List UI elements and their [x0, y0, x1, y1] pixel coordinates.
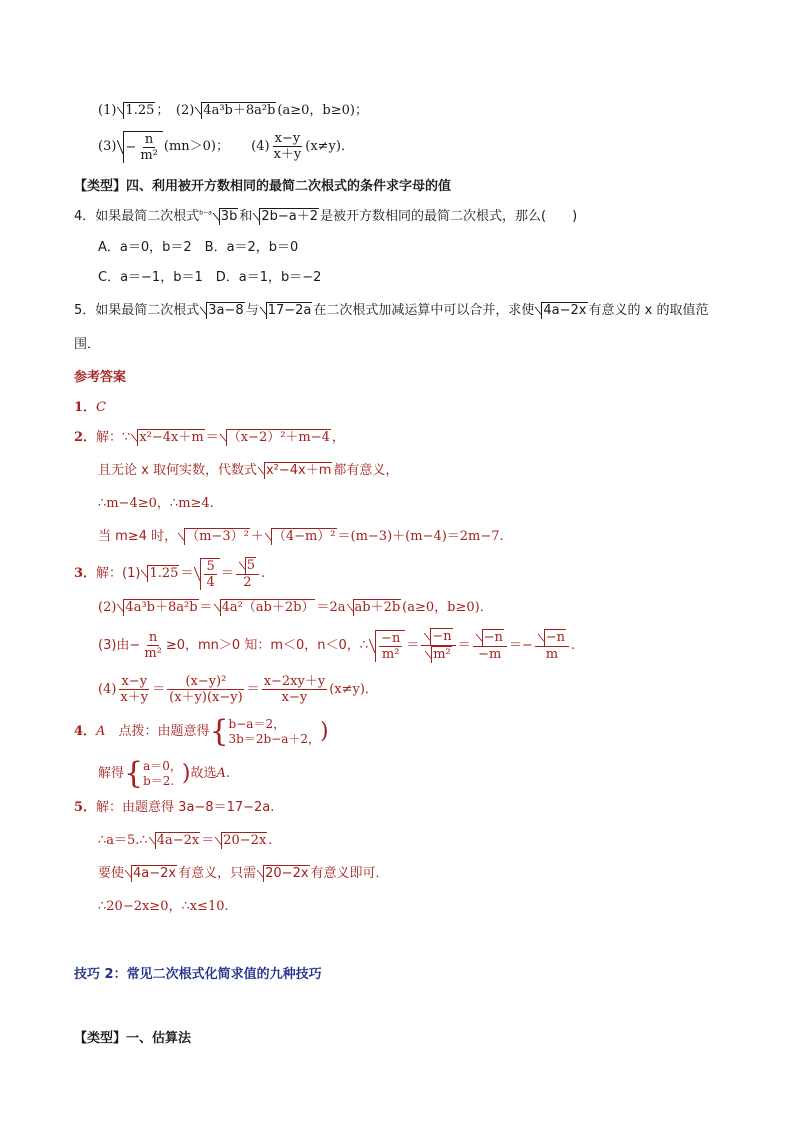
- p3-row2: [98, 130, 354, 164]
- condition: (x≠y)．: [305, 139, 354, 154]
- answer-3-line4: (4) $\frac{x-y}{x+y}$ ＝ $\frac{\text{(x−y)²}}{(x+y)(x-y)}$ ＝ $\frac{x-2xy+y}{x-y}$ (x≠y)．: [98, 674, 378, 705]
- answer-2-line2: 且无论 x 取何实数，代数式 x²−4x＋m 都有意义，: [98, 463, 399, 478]
- answer-1: 1．C: [74, 400, 106, 415]
- section-2-heading: 技巧 2：常见二次根式化简求值的九种技巧: [74, 967, 322, 982]
- equation-system: { b−a＝2， 3b＝2b−a＋2， ): [209, 713, 329, 749]
- answers-heading: 参考答案: [74, 370, 127, 385]
- q4-stem: 4．如果最简二次根式$^{b-a}$ 3b 和 2b−a＋2 是被开方数相同的最简二次根式，那么( ): [74, 209, 578, 224]
- separator: ； (2): [156, 103, 195, 118]
- part-label: (4): [251, 139, 270, 154]
- answer-4-line1: 4．A 点拨：由题意得 { b−a＝2， 3b＝2b−a＋2， ): [74, 713, 329, 749]
- answer-5-line2: ∴a＝5.∴ 4a−2x ＝ 20−2x .: [98, 833, 273, 848]
- radical-index: b−a: [199, 209, 212, 217]
- answer-3-line2: (2) 4a³b＋8a²b ＝ 4a²（ab＋2b） ＝2a ab＋2b (a≥0，b≥0)．: [98, 600, 493, 615]
- q4-options-ab: A．a＝0，b＝2 B．a＝2，b＝0: [98, 240, 299, 255]
- part-label: (3): [98, 139, 117, 154]
- answer-2-line1: 2．解：∵ x²−4x＋m ＝ （x−2）²＋m−4 ，: [74, 430, 345, 445]
- radical: 3a−8: [200, 302, 244, 319]
- condition: (a≥0，b≥0)；: [277, 103, 368, 118]
- q4-options-cd: C．a＝−1，b＝1 D．a＝1，b＝−2: [98, 270, 322, 285]
- part-label: (1): [98, 103, 117, 118]
- answer-2-line4: 当 m≥4 时， （m−3）² ＋ （4−m）² ＝(m−3)＋(m−4)＝2m−7.: [98, 529, 504, 544]
- radical: − $\frac{n}{\text{m²}}$: [117, 131, 162, 163]
- radical: 3b: [213, 208, 239, 225]
- answer-3-line1: 3．解：(1) 1.25 ＝ $\frac{5}{4}$ ＝ $\frac{5}{2}$ .: [74, 558, 266, 590]
- equation-system: { a＝0， b＝2. ): [124, 755, 191, 791]
- q5-stem-line2: 围．: [74, 337, 101, 352]
- radical: 2b−a＋2: [253, 208, 319, 225]
- answer-5-line4: ∴20−2x≥0，∴x≤10.: [98, 899, 229, 914]
- radical: 1.25: [117, 102, 155, 119]
- answer-4-line2: 解得 { a＝0， b＝2. ) 故选A.: [98, 755, 231, 791]
- q5-stem: 5．如果最简二次根式 3a−8 与 17−2a 在二次根式加减运算中可以合并，求使 4a−2x 有意义的 x 的取值范: [74, 303, 709, 318]
- type1-heading: 【类型】一、估算法: [74, 1031, 192, 1046]
- type4-heading: 【类型】四、利用被开方数相同的最简二次根式的条件求字母的值: [74, 179, 452, 194]
- answer-5-line3: 要使 4a−2x 有意义，只需 20−2x 有意义即可．: [98, 866, 389, 881]
- fraction: $\frac{x-y}{x+y}$: [273, 131, 302, 162]
- answer-3-line3: (3)由− $\frac{n}{\text{m²}}$ ≥0，mn＞0 知：m＜0，n＜0，∴ $\frac{-n}{\text{m²}}$ ＝ $\frac{-n}{\text{m²}}$ ＝ $\frac{-n}{-m}$ ＝− $\frac{-n}{m}$ .: [98, 629, 576, 662]
- p3-row1: [98, 101, 368, 121]
- answer-5-line1: 5．解：由题意得 3a−8＝17−2a.: [74, 800, 275, 815]
- radical: 4a³b＋8a²b: [195, 102, 276, 119]
- answer-2-line3: ∴m−4≥0，∴m≥4.: [98, 496, 214, 511]
- radical: 17−2a: [260, 302, 313, 319]
- radical: 4a−2x: [535, 302, 587, 319]
- condition: (mn＞0)；: [163, 139, 229, 154]
